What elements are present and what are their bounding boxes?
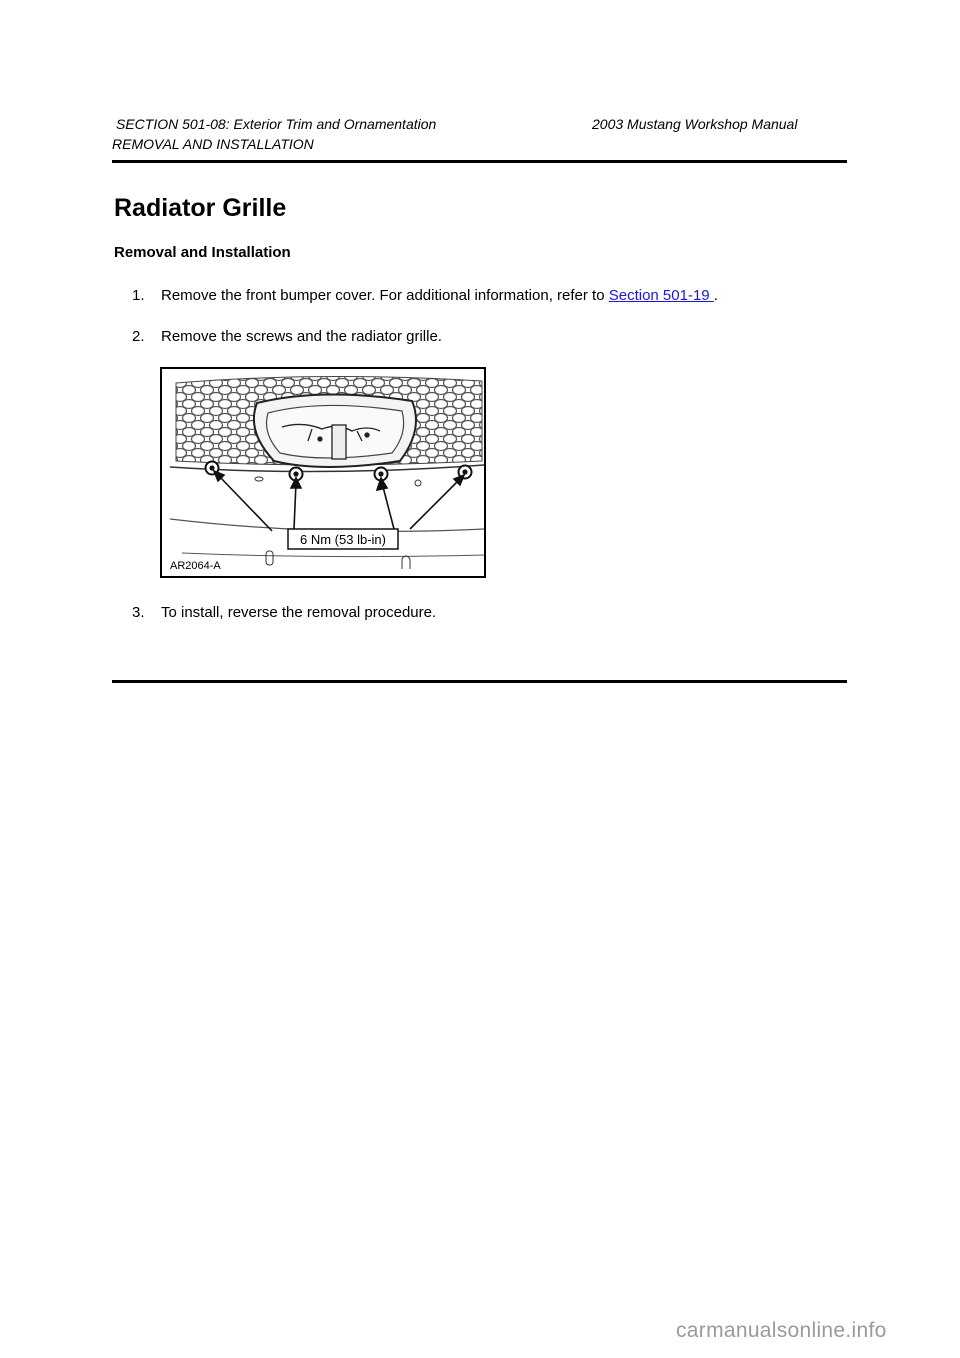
- section-subtitle: Removal and Installation: [114, 244, 291, 261]
- step-1: [132, 287, 718, 304]
- step-number: 3.: [132, 604, 145, 621]
- torque-callout: 6 Nm (53 lb-in): [300, 532, 386, 547]
- step-text: Remove the screws and the radiator grille.: [161, 328, 442, 345]
- step-number: 2.: [132, 328, 145, 345]
- section-501-19-link[interactable]: Section 501-19: [608, 287, 714, 304]
- step-text-end: .: [713, 287, 718, 304]
- step-2: [132, 328, 442, 345]
- page-title: Radiator Grille: [114, 194, 287, 222]
- step-text: Remove the front bumper cover. For additional information, refer to: [161, 287, 609, 304]
- step-number: 1.: [132, 287, 145, 304]
- step-3: [132, 604, 436, 621]
- leader-arrows: [214, 471, 464, 531]
- step-text: To install, reverse the removal procedure.: [161, 604, 437, 621]
- footer-divider: [112, 680, 847, 683]
- grille-illustration: [162, 369, 484, 576]
- watermark: carmanualsonline.info: [676, 1319, 887, 1342]
- figure-code: AR2064-A: [170, 560, 221, 572]
- header-section-title: SECTION 501-08: Exterior Trim and Ornamentation: [116, 116, 437, 132]
- header-subsection: REMOVAL AND INSTALLATION: [112, 136, 314, 152]
- radiator-grille-figure: [160, 367, 486, 578]
- header-divider: [112, 160, 847, 163]
- header-manual-title: 2003 Mustang Workshop Manual: [592, 116, 798, 132]
